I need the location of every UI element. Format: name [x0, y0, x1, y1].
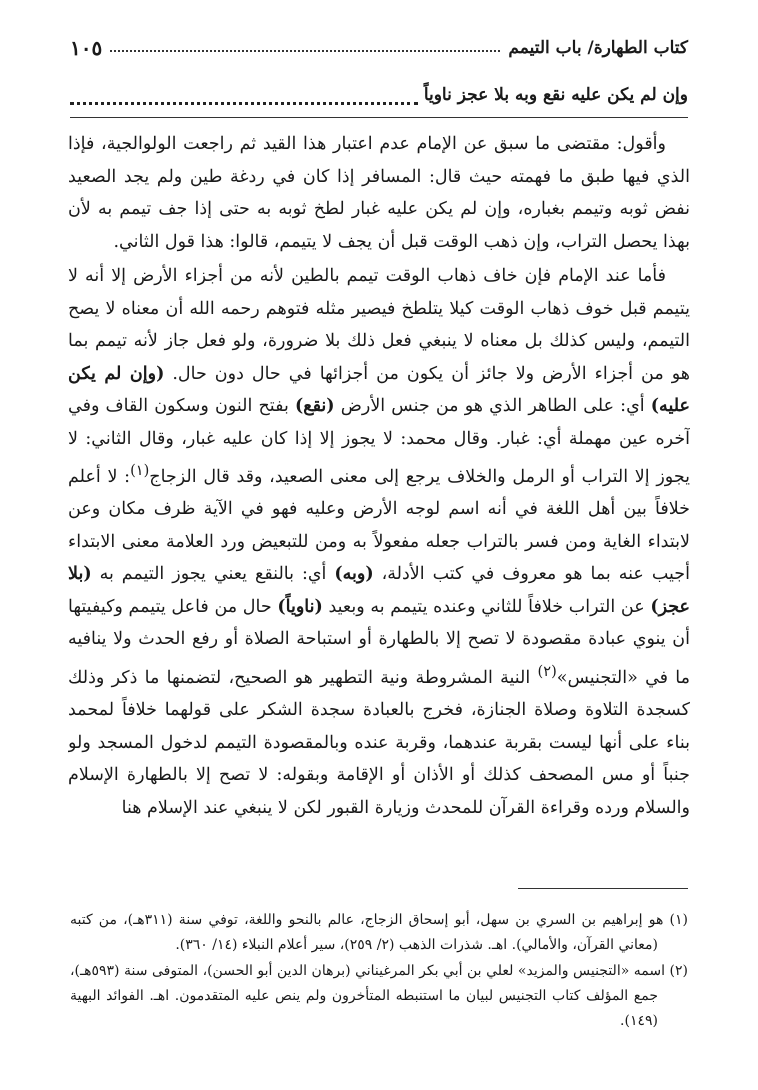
- matn-separator-rule: [70, 117, 688, 118]
- paragraph-2-part-a: فأما عند الإمام فإن خاف ذهاب الوقت تيمم بالطين لأنه من أجزاء الأرض إلا أنه لا يتيمم قبل خوف ذهاب الوقت كيلا يتلطخ فيصير مثله فتوهم رحمه الله أن معناه لا يصح التيمم، وليس كذلك بل معناه لا ينبغي فعل ذلك بلا ضرورة، ولو فعل جاز لأنه تيمم بما هو من أجزاء الأرض ولا جائز أن يكون من أجزائها في حال دون حال.: [68, 266, 690, 384]
- running-header: [70, 34, 688, 62]
- quoted-matn-2: (نقع): [294, 396, 335, 416]
- commentary-body: [68, 128, 690, 873]
- page-number: ١٠٥: [70, 36, 103, 60]
- paragraph-2-part-d: : لا أعلم خلافاً بين أهل اللغة في أنه اسم لوجه الأرض وعليه فهو في الآية ظرف مكان وعن لابتداء الغاية ومن فسر بالتراب جعله مفعولاً به ومن للتبعيض ورد العلامة معنى الابتداء أجيب عنه بما هو معروف في كتب الأدلة،: [68, 466, 690, 585]
- quoted-matn-5: (ناوياً): [277, 596, 323, 617]
- paragraph-2-part-h: النية المشروطة ونية التطهير هو الصحيح، لتضمنها ما ذكر وذلك كسجدة التلاوة وصلاة الجنازة، فخرج بالعبادة سجدة الشكر على قولهما خلافاً لمحمد بناء على أنها ليست بقربة عندهما، وقربة عنده وبالمقصودة التيمم لدخول المسجد ولو جنباً أو مس المصحف كذلك أو الأذان أو الإقامة وبقوله: لا تصح إلا بالطهارة الإسلام والسلام ورده وقراءة القرآن للمحدث وزيارة القبور لكن لا ينبغي عند الإسلام هنا: [68, 667, 690, 818]
- matn-dotted-leader: [70, 92, 418, 105]
- footnote-separator-rule: [518, 888, 688, 889]
- footnote-ref-1[interactable]: (١): [130, 462, 150, 479]
- quoted-matn-1: (وإن لم يكن عليه): [68, 363, 690, 416]
- paragraph-2: [68, 260, 690, 824]
- paragraph-2-part-f: عن التراب خلافاً للثاني وعنده يتيمم به وبعيد: [328, 596, 645, 617]
- footnotes: [70, 908, 688, 1068]
- matn-line: [70, 78, 688, 112]
- footnote-2: (٢) اسمه «التجنيس والمزيد» لعلي بن أبي بكر المرغيناني (برهان الدين أبو الحسن)، المتوفى سنة (٥٩٣هـ)، جمع المؤلف كتاب التجنيس لبيان ما استنبطه المتأخرون ولم ينص عليه المتقدمون. اهـ. الفوائد البهية (١٤٩).: [70, 963, 688, 1029]
- quoted-matn-3: (وبه): [334, 564, 374, 585]
- paragraph-2-part-e: أي: بالنقع يعني يجوز التيمم به: [99, 564, 327, 585]
- footnote-ref-2[interactable]: (٢): [537, 662, 557, 680]
- quoted-matn-4: (بلا عجز): [68, 564, 690, 617]
- paragraph-2-part-g: حال من فاعل يتيمم وكيفيتها أن ينوي عبادة مقصودة لا تصح إلا بالطهارة أو استباحة الصلاة أو رفع الحدث ولا ينافيه ما في «التجنيس»: [68, 596, 690, 688]
- header-dotted-leader: [110, 38, 500, 52]
- paragraph-1: وأقول: مقتضى ما سبق عن الإمام عدم اعتبار هذا القيد ثم راجعت الولوالجية، فإذا الذي فيها طبق ما فهمته حيث قال: المسافر إذا كان في ردغة طين ولم يجد الصعيد نفض ثوبه وتيمم بغباره، وإن لم يكن عليه غبار لطخ ثوبه به حتى إذا جف تيمم به لأن بهذا يحصل التراب، وإن ذهب الوقت قبل أن يجف لا يتيمم، قالوا: هذا قول الثاني.: [68, 134, 690, 252]
- paragraph-2-part-c: بفتح النون وسكون القاف وفي آخره عين مهملة أي: غبار. وقال محمد: لا يجوز إلا إذا كان عليه غبار، وقال الثاني: لا يجوز إلا التراب أو الرمل والخلاف يرجع إلى معنى الصعيد، وقد قال الزجاج: [68, 396, 690, 487]
- footnote-1: (١) هو إبراهيم بن السري بن سهل، أبو إسحاق الزجاج، عالم بالنحو واللغة، توفي سنة (٣١١هـ)، من كتبه (معاني القرآن، والأمالي). اهـ. شذرات الذهب (٢/ ٢٥٩)، سير أعلام النبلاء (١٤/ ٣٦٠).: [70, 912, 688, 953]
- matn-text: وإن لم يكن عليه نقع وبه بلا عجز ناوياً: [423, 85, 688, 105]
- paragraph-2-part-b: أي: على الطاهر الذي هو من جنس الأرض: [340, 396, 645, 416]
- header-title: كتاب الطهارة/ باب التيمم: [508, 38, 688, 58]
